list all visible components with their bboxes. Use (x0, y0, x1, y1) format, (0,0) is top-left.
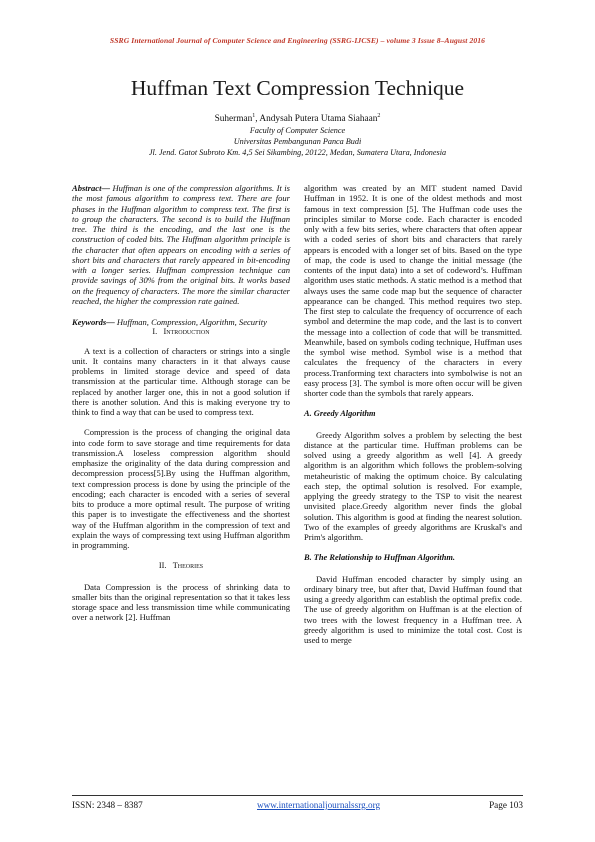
keywords-text: Huffman, Compression, Algorithm, Security (114, 317, 267, 327)
paragraph: Data Compression is the process of shrinking data to smaller bits than the original representation so that it takes less storage space and less transmission time while communicating over a network [2]. Huffman (72, 581, 290, 623)
abstract-text: Huffman is one of the compression algorithms. It is the most famous algorithm to compress text. There are four phases in the Huffman algorithm to compress text. The first is to group the characters. The second is to build the Huffman tree. The third is the encoding, and the last one is the construction of coded bits. The Huffman algorithm principle is the character that often appears on encoding with a series of short bits and characters that rarely appeared in bit-encoding with a longer series. Huffman compression technique can provide savings of 30% from the original bits. It works based on the frequency of characters. The more the similar character reached, the higher the compression rate gained. (72, 183, 290, 306)
section-title: Theories (172, 561, 204, 571)
section-heading-theories (72, 561, 290, 571)
keywords-label: Keywords— (72, 317, 115, 327)
paragraph: algorithm was created by an MIT student named David Huffman in 1952. It is one of the oldest methods and most famous in text compression [5]. The Huffman code uses the principles similar to Morse code. Each character is encoded only with a few bits series, where characters that often appear with a coded series of short bits and characters that rarely appears is encoded with a longer set of bits. Based on the type of map, the code is used to change the initial message (the contents of the input data) into a set of codeword’s. Huffman algorithm uses static methods. A static method is a method that always uses the same code map but the sequence of character appearance can be changed. This method requires two step. The first step to calculate the frequency of occurrence of each symbol and determine the map code, and the last is to convert the message into a collection of code that will be transmitted. Meanwhile, based on symbols coding technique, Huffman uses the symbol wise method. Symbol wise is a method that calculates the frequency of the characters in every process.Tranforming text characters into symbolwise is not an easy process [3]. The symbol is more often occur will be given shorter code than the symbols that rarely appears. (304, 183, 522, 398)
author-separator: , (255, 114, 260, 125)
paragraph: A text is a collection of characters or strings into a single unit. It contains many characters in it that always cause problems in limited storage device and speed of data transmission at the particular time. Although storage can be replaced by another larger one, this in not a good solution if there is another solution. And this is making everyone try to think to find a way that can be used to compress text. (72, 345, 290, 417)
paragraph: Greedy Algorithm solves a problem by selecting the best distance at the particular time. Huffman problems can be solved using a greedy algorithm as well [4]. A greedy algorithm is an algorithm which follows the problem-solving metaheuristic of making the optimum choice. By calculating each step, the optimal solution is resolved. For example, applying the greedy strategy to the TSP to visit the nearest unvisited place.Greedy algorithm never finds the global solution. This algorithm is good at finding the nearest solution. Two of the examples of greedy algorithms are Kruskal's and Prim's algorithm. (304, 429, 522, 542)
affiliation-university: Universitas Pembangunan Panca Budi (233, 137, 362, 146)
author-affil-mark: 1 (252, 113, 256, 119)
paragraph: Compression is the process of changing the original data into code form to save storage and time requirements for data transmission.A loseless compression algorithm should emphasize the originality of the data during compression and decompression process[5].By using the Huffman algorithm, text compression process is done by using the principle of the encoding; each character is encoded with a series of several bits to produce a more optimal result. The purpose of writing this paper is to investigate the effectiveness and the shortest way of the Huffman algorithm in the compression of text and explain the ways of compressing text using Huffman algorithm in programming. (72, 427, 290, 550)
section-number: I. (152, 327, 158, 337)
section-heading-introduction (72, 327, 290, 337)
affiliation-address: Jl. Jend. Gatot Subroto Km. 4,5 Sei Sikambing, 20122, Medan, Sumatera Utara, Indonesia (148, 148, 447, 157)
section-number: II. (158, 561, 167, 571)
right-column (304, 183, 522, 645)
paragraph: David Huffman encoded character by simply using an ordinary binary tree, but after that, David Huffman found that using a greedy algorithm can establish the optimal prefix code. The use of greedy algorithm on Huffman is at the election of two trees with the lowest frequency in a Huffman tree. A greedy algorithm is used to minimize the total cost. Cost is used to merge (304, 573, 522, 645)
author-name: Andysah Putera Utama Siahaan (259, 114, 378, 125)
abstract-label: Abstract— (72, 183, 110, 193)
journal-header: SSRG International Journal of Computer Science and Engineering (SSRG-IJCSE) – volume 3 Issue 8–August 2016 (109, 36, 486, 45)
authors (0, 113, 595, 124)
author-name: Suherman (214, 114, 253, 125)
abstract (72, 183, 290, 306)
keywords (72, 317, 290, 327)
left-column (72, 183, 290, 623)
author-affil-mark: 2 (377, 113, 381, 119)
paper-title: Huffman Text Compression Technique (130, 76, 465, 100)
footer-page-number: Page 103 (489, 800, 523, 810)
footer-journal-link[interactable]: www.internationaljournalssrg.org (257, 800, 381, 810)
page-footer (72, 795, 523, 810)
section-title: Introduction (163, 327, 210, 337)
footer-issn: ISSN: 2348 – 8387 (72, 800, 143, 810)
affiliation-faculty: Faculty of Computer Science (249, 126, 346, 135)
subsection-heading-greedy: A. Greedy Algorithm (304, 409, 376, 419)
subsection-heading-relationship: B. The Relationship to Huffman Algorithm. (304, 553, 456, 563)
